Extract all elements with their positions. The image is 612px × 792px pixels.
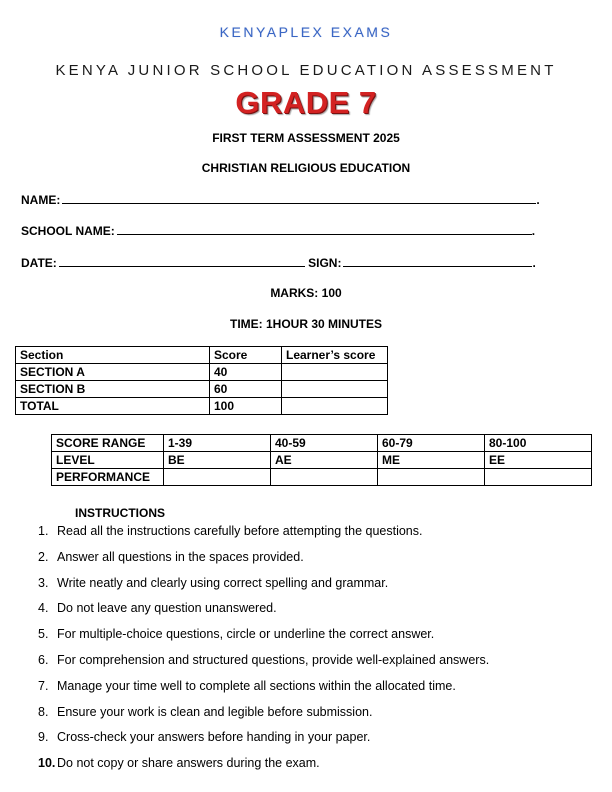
item-number: 8. bbox=[38, 704, 49, 719]
item-number: 3. bbox=[38, 575, 49, 590]
score-table-header bbox=[16, 347, 388, 364]
item-text: For multiple-choice questions, circle or underline the correct answer. bbox=[57, 627, 435, 642]
performance-cell[interactable] bbox=[485, 469, 592, 486]
range-cell: SCORE RANGE bbox=[52, 435, 164, 452]
sign-input-line[interactable] bbox=[343, 255, 532, 267]
item-text: Manage your time well to complete all sections within the allocated time. bbox=[57, 678, 456, 693]
marks-label: MARKS: 100 bbox=[270, 286, 342, 300]
range-cell: 1-39 bbox=[164, 435, 271, 452]
table-row bbox=[16, 364, 388, 381]
score-cell: SECTION A bbox=[16, 364, 210, 381]
school-name-label: SCHOOL NAME: bbox=[21, 224, 115, 238]
score-cell: TOTAL bbox=[16, 398, 210, 415]
item-number: 4. bbox=[38, 601, 49, 616]
date-label: DATE: bbox=[21, 256, 57, 270]
item-text: Cross-check your answers before handing in your paper. bbox=[57, 730, 371, 745]
date-input-line[interactable] bbox=[59, 255, 305, 267]
level-cell: LEVEL bbox=[52, 452, 164, 469]
learner-score-cell[interactable] bbox=[282, 398, 388, 415]
level-cell: AE bbox=[271, 452, 378, 469]
table-row bbox=[52, 452, 592, 469]
score-header-cell: Section bbox=[16, 347, 210, 364]
date-sign-row bbox=[21, 255, 536, 270]
item-number: 9. bbox=[38, 730, 49, 745]
item-text: Write neatly and clearly using correct spelling and grammar. bbox=[57, 575, 389, 590]
level-cell: BE bbox=[164, 452, 271, 469]
range-cell: 60-79 bbox=[378, 435, 485, 452]
name-end-dot: . bbox=[536, 193, 540, 207]
score-cell: SECTION B bbox=[16, 381, 210, 398]
item-number: 2. bbox=[38, 549, 49, 564]
learner-score-cell[interactable] bbox=[282, 381, 388, 398]
item-number: 5. bbox=[38, 627, 49, 642]
score-range-table bbox=[51, 434, 592, 486]
learner-score-cell[interactable] bbox=[282, 364, 388, 381]
school-name-end-dot: . bbox=[531, 224, 536, 238]
grade-heading: GRADE 7 bbox=[235, 85, 377, 120]
performance-cell[interactable] bbox=[164, 469, 271, 486]
item-number: 7. bbox=[38, 678, 49, 693]
range-cell: 80-100 bbox=[485, 435, 592, 452]
range-cell: 40-59 bbox=[271, 435, 378, 452]
score-header-cell: Learner’s score bbox=[282, 347, 388, 364]
item-number: 6. bbox=[38, 652, 49, 667]
time-label: TIME: 1HOUR 30 MINUTES bbox=[229, 317, 382, 331]
name-row bbox=[21, 192, 540, 207]
performance-cell: PERFORMANCE bbox=[52, 469, 164, 486]
table-row bbox=[52, 435, 592, 452]
table-row bbox=[16, 398, 388, 415]
name-label: NAME: bbox=[21, 193, 61, 207]
performance-cell[interactable] bbox=[378, 469, 485, 486]
sign-label: SIGN: bbox=[308, 256, 342, 270]
school-title: KENYA JUNIOR SCHOOL EDUCATION ASSESSMENT bbox=[55, 62, 557, 79]
item-text: Read all the instructions carefully before attempting the questions. bbox=[57, 524, 423, 538]
term-title: FIRST TERM ASSESSMENT 2025 bbox=[212, 131, 400, 145]
item-text: Answer all questions in the spaces provided. bbox=[57, 549, 304, 564]
brand-title: KENYAPLEX EXAMS bbox=[219, 24, 393, 40]
sign-end-dot: . bbox=[532, 256, 536, 270]
score-cell: 40 bbox=[210, 364, 282, 381]
item-text: Do not copy or share answers during the exam. bbox=[57, 756, 320, 771]
school-name-row bbox=[21, 223, 535, 238]
score-cell: 60 bbox=[210, 381, 282, 398]
level-cell: EE bbox=[485, 452, 592, 469]
item-text: For comprehension and structured questions, provide well-explained answers. bbox=[57, 652, 490, 667]
table-row bbox=[52, 469, 592, 486]
instructions-title: INSTRUCTIONS bbox=[75, 506, 165, 520]
subject-title: CHRISTIAN RELIGIOUS EDUCATION bbox=[201, 161, 411, 175]
name-input-line[interactable] bbox=[62, 192, 536, 204]
table-row bbox=[16, 381, 388, 398]
score-cell: 100 bbox=[210, 398, 282, 415]
item-text: Ensure your work is clean and legible before submission. bbox=[57, 704, 373, 719]
school-name-input-line[interactable] bbox=[117, 223, 532, 235]
score-header-cell: Score bbox=[210, 347, 282, 364]
item-text: Do not leave any question unanswered. bbox=[57, 601, 277, 616]
item-number: 1. bbox=[38, 524, 49, 538]
performance-cell[interactable] bbox=[271, 469, 378, 486]
item-number: 10. bbox=[38, 756, 56, 771]
level-cell: ME bbox=[378, 452, 485, 469]
score-table bbox=[15, 346, 388, 415]
